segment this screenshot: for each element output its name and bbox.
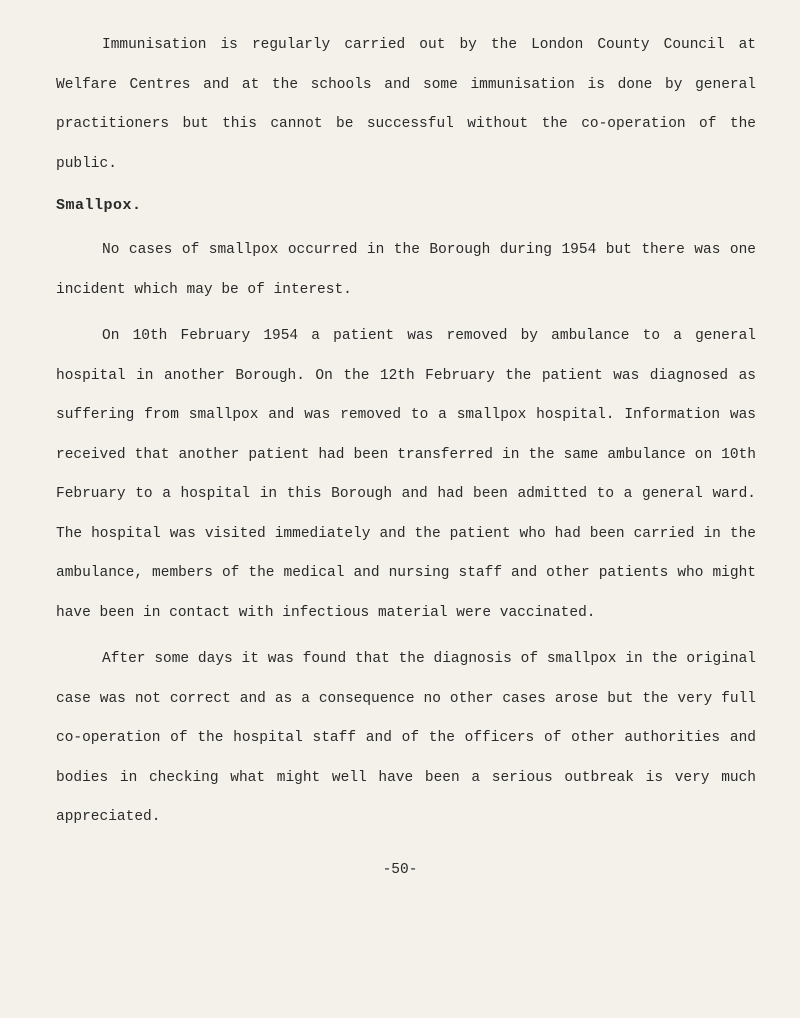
paragraph-smallpox-incident: On 10th February 1954 a patient was removed by ambulance to a general hospital in another Borough. On the 12th February the patient was diagnosed as suffering from smallpox and was removed to a smallpox hospital. Information was received that another patient had been transferred in the same ambulance on 10th February to a hospital in this Borough and had been admitted to a general ward. The hospital was visited immediately and the patient who had been carried in the ambulance, members of the medical and nursing staff and other patients who might have been in contact with infectious material were vaccinated. [56, 328, 756, 621]
paragraph-immunisation: Immunisation is regularly carried out by the London County Council at Welfare Centres and at the schools and some immunisation is done by general practitioners but this cannot be successful without the co-operation of the public. [56, 37, 756, 172]
paragraph-smallpox-summary: No cases of smallpox occurred in the Borough during 1954 but there was one incident which may be of interest. [56, 242, 756, 298]
section-heading-smallpox: Smallpox. [56, 197, 142, 214]
page-number: -50- [382, 862, 418, 878]
paragraph-smallpox-outcome: After some days it was found that the diagnosis of smallpox in the original case was not correct and as a consequence no other cases arose but the very full co-operation of the hospital staff and of the officers of other authorities and bodies in checking what might well have been a serious outbreak is very much appreciated. [56, 651, 756, 825]
